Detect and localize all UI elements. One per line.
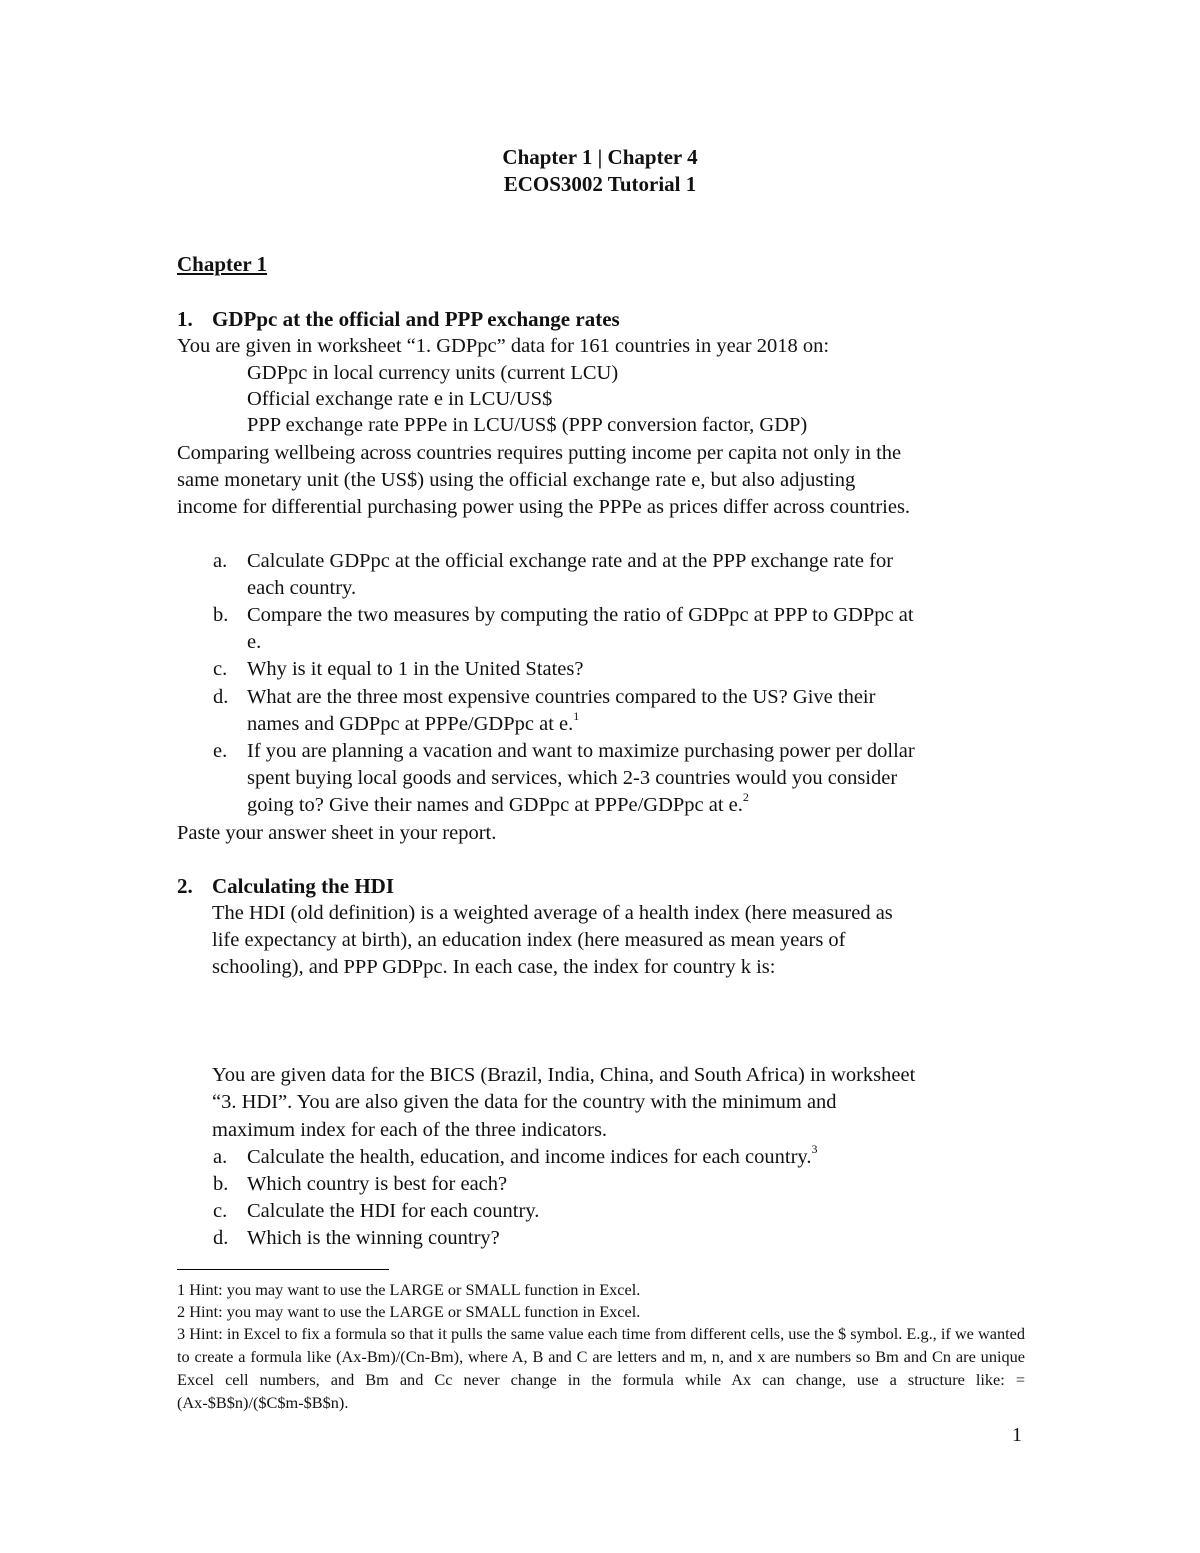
item-letter: d. xyxy=(213,686,229,708)
footnote-ref[interactable]: 1 xyxy=(573,709,580,724)
item-line: names and GDPpc at PPPe/GDPpc at e. xyxy=(247,713,574,735)
footnote-3: 3 Hint: in Excel to fix a formula so that it pulls the same value each time from different cells, use the $ symbol. E.g., if we wanted to create a formula like (Ax-Bm)/(Cn-Bm), where A, B and C are letters and m, n, and x are numbers so Bm and Cn are unique Excel cell numbers, and Bm and Cc never change in the formula while Ax can change, use a structure like: =(Ax-$B$n)/($C$m-$B$n). xyxy=(177,1324,1025,1412)
q1-paragraph-line: Comparing wellbeing across countries requires putting income per capita not only in the xyxy=(177,442,902,464)
q1-heading xyxy=(177,307,620,332)
item-line-with-footnote xyxy=(247,711,1037,738)
item-line: What are the three most expensive countries compared to the US? Give their xyxy=(247,686,876,708)
item-letter: d. xyxy=(213,1227,229,1249)
q2-paragraph2-line: “3. HDI”. You are also given the data for the country with the minimum and xyxy=(212,1091,837,1113)
chapter-heading: Chapter 1 xyxy=(177,252,268,276)
q2-paragraph-line: life expectancy at birth), an education index (here measured as mean years of xyxy=(212,929,846,951)
item-line-with-footnote xyxy=(247,792,1037,819)
item-line: going to? Give their names and GDPpc at PPPe/GDPpc at e. xyxy=(247,794,743,816)
item-letter: c. xyxy=(213,1200,228,1222)
item-text: Which country is best for each? xyxy=(247,1173,508,1195)
q1-heading-text: GDPpc at the official and PPP exchange rates xyxy=(212,307,620,331)
footnote-ref[interactable]: 2 xyxy=(742,790,749,805)
document-title: Chapter 1 | Chapter 4 xyxy=(502,145,698,169)
item-text: Calculate the health, education, and income indices for each country. xyxy=(247,1146,812,1168)
item-line: If you are planning a vacation and want to maximize purchasing power per dollar xyxy=(247,740,915,762)
q2-paragraph2-line: maximum index for each of the three indicators. xyxy=(212,1119,608,1141)
q2-heading-text: Calculating the HDI xyxy=(212,874,395,898)
footnote-ref[interactable]: 3 xyxy=(811,1142,818,1157)
q2-heading xyxy=(177,874,394,899)
q2-paragraph-line: schooling), and PPP GDPpc. In each case, the index for country k is: xyxy=(212,956,776,978)
item-line: spent buying local goods and services, which 2-3 countries would you consider xyxy=(247,767,898,789)
item-line: e. xyxy=(247,631,262,653)
q2-paragraph-line: The HDI (old definition) is a weighted average of a health index (here measured as xyxy=(212,902,893,924)
q2-paragraph2-line: You are given data for the BICS (Brazil, India, China, and South Africa) in worksheet xyxy=(212,1064,916,1086)
item-letter: a. xyxy=(213,550,228,572)
footnote-separator xyxy=(177,1269,389,1270)
q1-indicator: Official exchange rate e in LCU/US$ xyxy=(247,388,553,410)
q1-number: 1. xyxy=(177,307,193,331)
item-letter: c. xyxy=(213,658,228,680)
item-letter: e. xyxy=(213,740,228,762)
footnote-2: 2 Hint: you may want to use the LARGE or SMALL function in Excel. xyxy=(177,1302,641,1321)
item-line: each country. xyxy=(247,577,357,599)
item-line: Compare the two measures by computing the ratio of GDPpc at PPP to GDPpc at xyxy=(247,604,914,626)
item-text: Calculate the HDI for each country. xyxy=(247,1200,540,1222)
document-subtitle: ECOS3002 Tutorial 1 xyxy=(503,172,697,196)
q1-indicator: PPP exchange rate PPPe in LCU/US$ (PPP conversion factor, GDP) xyxy=(247,414,808,436)
q1-intro: You are given in worksheet “1. GDPpc” data for 161 countries in year 2018 on: xyxy=(177,335,830,357)
item-letter: b. xyxy=(213,1173,229,1195)
q1-closing: Paste your answer sheet in your report. xyxy=(177,822,497,844)
item-line: Why is it equal to 1 in the United States? xyxy=(247,658,584,680)
item-letter: a. xyxy=(213,1146,228,1168)
q1-paragraph-line: income for differential purchasing power using the PPPe as prices differ across countries. xyxy=(177,496,911,518)
item-letter: b. xyxy=(213,604,229,626)
item-line: Calculate GDPpc at the official exchange rate and at the PPP exchange rate for xyxy=(247,550,894,572)
footnote-1: 1 Hint: you may want to use the LARGE or SMALL function in Excel. xyxy=(177,1280,641,1299)
q1-paragraph-line: same monetary unit (the US$) using the official exchange rate e, but also adjusting xyxy=(177,469,856,491)
item-text: Which is the winning country? xyxy=(247,1227,500,1249)
page-number: 1 xyxy=(1012,1424,1022,1446)
q2-number: 2. xyxy=(177,874,193,898)
q1-indicator: GDPpc in local currency units (current LCU) xyxy=(247,362,619,384)
